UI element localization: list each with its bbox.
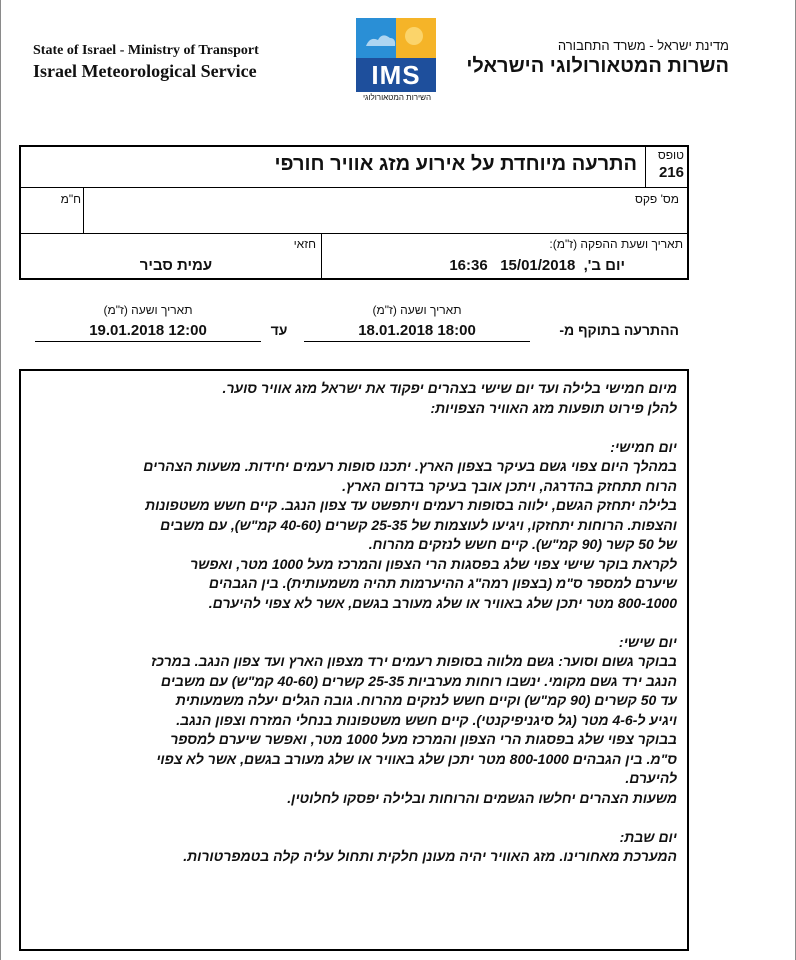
forecaster-value: עמית סביר: [139, 257, 213, 274]
valid-from-value: 18.01.2018 18:00: [358, 322, 476, 339]
until-word: עד: [270, 322, 288, 338]
friday-heading: יום שישי:: [618, 633, 677, 650]
form-label: טופס: [657, 148, 684, 162]
valid-to-value: 19.01.2018 12:00: [89, 322, 207, 339]
valid-from-label: תאריך ושעה (ז"מ): [372, 303, 462, 317]
issue-date-label: תאריך ושעת ההפקה (ז"מ):: [549, 237, 683, 251]
form-header-box: [19, 145, 689, 280]
validity-label: ההתרעה בתוקף מ-: [559, 322, 679, 338]
form-title: התרעה מיוחדת על אירוע מזג אוויר חורפי: [274, 153, 637, 175]
warning-body: [37, 379, 677, 867]
intro-paragraph: מיום חמישי בלילה ועד יום שישי בצהרים יפקוד את ישראל מזג אוויר סוער. להלן פירוט תופעות מזג האוויר הצפויות:: [222, 380, 677, 416]
thursday-text: במהלך היום צפוי גשם בעיקר בצפון הארץ. יתכנו סופות רעמים יחידות. משעות הצהרים הרוח תתחזק בהדרגה, ויתכן אובך בעיקר בדרום הארץ. בלילה יתחזק הגשם, ילווה בסופות רעמים ויתפשט עד צפון הנגב. קיים חשש משטפונות והצפות. הרוחות יתחזקו, ויגיעו לעוצמות של 25-35 קשרים (40-60 קמ"ש), עם משבים של 50 קשר (90 קמ"ש). קיים חשש לנזקים מהרוח. לקראת בוקר שישי צפוי שלג בפסגות הרי הצפון והמרכז מעל 1000 מטר, ואפשר שיערם למספר ס"מ (בצפון רמה"ג ההיערמות תהיה משמעותית). בין הגבהים 800-1000 מטר יתכן שלג באוויר או שלג מעורב בגשם, אשר לא צפוי להיערם.: [143, 458, 677, 611]
logo-subtext: השירות המטאורולוגי: [362, 93, 432, 102]
forecaster-label: חזאי: [293, 237, 316, 251]
org-he-line2: השרות המטאורולוגי הישראלי: [466, 55, 729, 78]
saturday-text: המערכת מאחורינו. מזג האוויר יהיה מעונן חלקית ותחול עליה קלה בטמפרטורות.: [183, 848, 677, 864]
org-en-line1: State of Israel - Ministry of Transport: [33, 43, 259, 58]
urgency-label: ח"מ: [60, 192, 81, 206]
org-en-line2: Israel Meteorological Service: [33, 60, 257, 81]
issue-date-value: יום ב', 15/01/2018 16:36: [449, 257, 625, 274]
friday-text: בבוקר גשום וסוער: גשם מלווה בסופות רעמים ירד מצפון הארץ ועד צפון הנגב. במרכז הנגב ירד גשם מקומי. ינשבו רוחות מערביות 25-35 קשרים (40-60 קמ"ש) עם משבים עד 50 קשרים (90 קמ"ש) וקיים חשש לנזקים מהרוח. גובה הגלים יעלה משמעותית ויגיע ל-4-6 מטר (גל סיגניפיקנטי). קיים חשש משטפונות בנחלי המזרח וצפון הנגב. בבוקר צפוי שלג בפסגות הרי הצפון והמרכז מעל 1000 מטר, ואפשר שיערם למספר ס"מ. בין הגבהים 800-1000 מטר יתכן שלג באוויר או שלג מעורב בגשם, אשר לא צפוי להיערם. משעות הצהרים יחלשו הגשמים והרוחות ובלילה יפסקו לחלוטין.: [151, 653, 677, 806]
valid-to-label: תאריך ושעה (ז"מ): [103, 303, 193, 317]
org-he-line1: מדינת ישראל - משרד התחבורה: [557, 38, 729, 53]
form-number: 216: [658, 164, 684, 181]
org-name-hebrew: [466, 38, 729, 79]
warning-text-box: [19, 369, 689, 951]
ims-logo: [356, 18, 438, 102]
saturday-heading: יום שבת:: [619, 828, 677, 845]
fax-label: מס' פקס: [634, 192, 679, 206]
org-name-english: [33, 42, 259, 82]
logo-text: IMS: [371, 60, 421, 90]
thursday-heading: יום חמישי:: [610, 438, 677, 455]
